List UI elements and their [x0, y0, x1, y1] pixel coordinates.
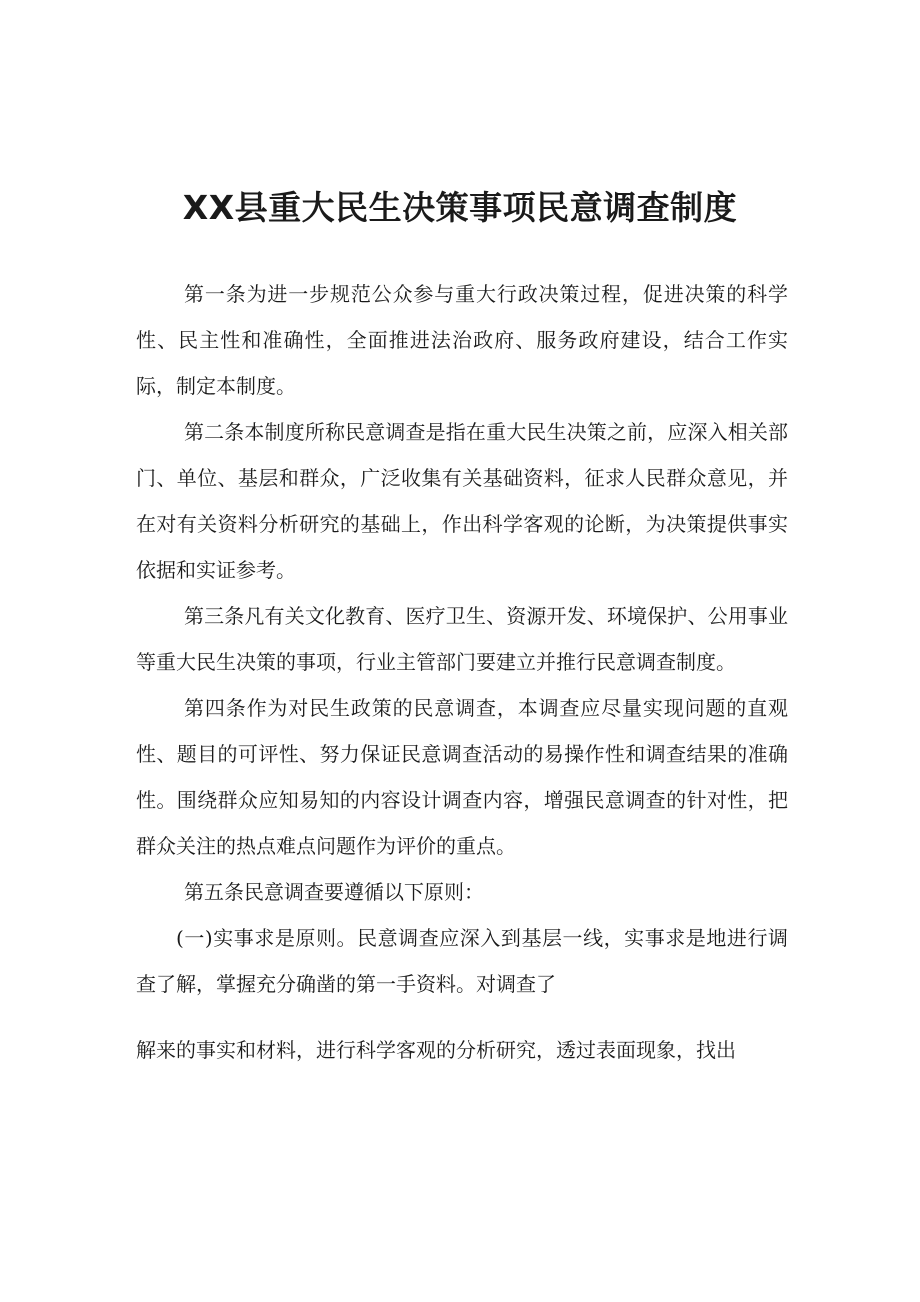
article-2-paragraph: 第二条本制度所称民意调查是指在重大民生决策之前，应深入相关部门、单位、基层和群众，广泛收集有关基础资料，征求人民群众意见，并在对有关资料分析研究的基础上，作出科学客观的论断，为决策提供事实依据和实证参考。 [136, 420, 788, 582]
document-body [136, 271, 788, 1073]
principle-1-paragraph: (一)实事求是原则。民意调查应深入到基层一线，实事求是地进行调查了解，掌握充分确凿的第一手资料。对调查了 [136, 926, 788, 996]
article-4-paragraph: 第四条作为对民生政策的民意调查，本调查应尽量实现问题的直观性、题目的可评性、努力保证民意调查活动的易操作性和调查结果的准确性。围绕群众应知易知的内容设计调查内容，增强民意调查的针对性，把群众关注的热点难点问题作为评价的重点。 [136, 696, 788, 858]
document-title: XX县重大民生决策事项民意调查制度 [182, 188, 738, 227]
article-3-paragraph: 第三条凡有关文化教育、医疗卫生、资源开发、环境保护、公用事业等重大民生决策的事项，行业主管部门要建立并推行民意调查制度。 [136, 604, 788, 674]
article-5-paragraph: 第五条民意调查要遵循以下原则： [184, 880, 484, 904]
article-1-paragraph: 第一条为进一步规范公众参与重大行政决策过程，促进决策的科学性、民主性和准确性，全面推进法治政府、服务政府建设，结合工作实际，制定本制度。 [136, 282, 788, 398]
continuation-paragraph: 解来的事实和材料，进行科学客观的分析研究，透过表面现象，找出 [136, 1038, 736, 1062]
